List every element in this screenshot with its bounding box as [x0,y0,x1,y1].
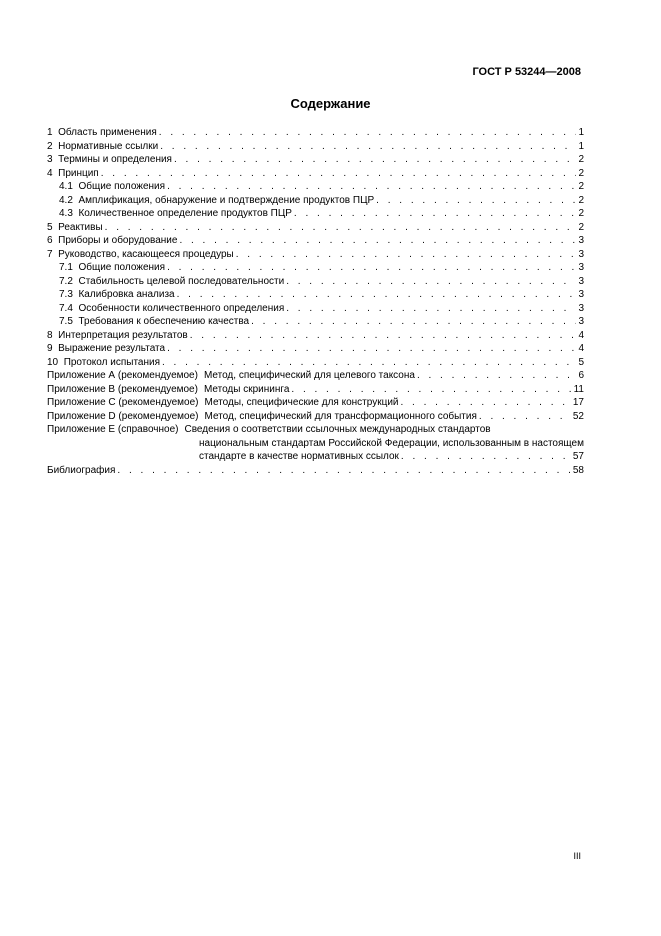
toc-appendix-e[interactable]: Приложение Е (справочное) Сведения о соответствии ссылочных международных стандартов национальным стандартам Российской Федерации, использованным в настоящем стандарте в качестве нормативных ссылок . . . 57 [47,423,584,464]
toc-appendix-a[interactable]: Приложение А (рекомендуемое) Метод, специфический для целевого таксона . . . 6 [47,369,584,383]
toc-item-4-1[interactable]: 4.1 Общие положения . . . 2 [47,180,584,194]
toc-item-5[interactable]: 5 Реактивы . . . 2 [47,221,584,235]
page-title: Содержание [290,96,371,111]
toc-item-3[interactable]: 3 Термины и определения . . . 2 [47,153,584,167]
toc-item-4-2[interactable]: 4.2 Амплификация, обнаружение и подтверждение продуктов ПЦР . . . 2 [47,194,584,208]
toc-item-7-1[interactable]: 7.1 Общие положения . . . 3 [47,261,584,275]
toc-item-7-3[interactable]: 7.3 Калибровка анализа . . . 3 [47,288,584,302]
toc-item-7-5[interactable]: 7.5 Требования к обеспечению качества . . . 3 [47,315,584,329]
toc-item-8[interactable]: 8 Интерпретация результатов . . . 4 [47,329,584,343]
toc-item-9[interactable]: 9 Выражение результата . . . 4 [47,342,584,356]
toc-appendix-c[interactable]: Приложение С (рекомендуемое) Методы, специфические для конструкций . . . 17 [47,396,584,410]
toc-item-1[interactable]: 1 Область применения . . . 1 [47,126,584,140]
toc-item-2[interactable]: 2 Нормативные ссылки . . . 1 [47,140,584,154]
toc-item-10[interactable]: 10 Протокол испытания . . . 5 [47,356,584,370]
toc-item-7-2[interactable]: 7.2 Стабильность целевой последовательности . . . 3 [47,275,584,289]
toc-appendix-d[interactable]: Приложение D (рекомендуемое) Метод, специфический для трансформационного события . . . 52 [47,410,584,424]
toc-item-4-3[interactable]: 4.3 Количественное определение продуктов ПЦР . . . 2 [47,207,584,221]
table-of-contents [47,126,584,477]
toc-bibliography[interactable]: Библиография . . . 58 [47,464,584,478]
page-number: III [573,851,581,861]
toc-item-7-4[interactable]: 7.4 Особенности количественного определения . . . 3 [47,302,584,316]
toc-item-4[interactable]: 4 Принцип . . . 2 [47,167,584,181]
toc-appendix-b[interactable]: Приложение В (рекомендуемое) Методы скрининга . . . 11 [47,383,584,397]
toc-item-7[interactable]: 7 Руководство, касающееся процедуры . . . 3 [47,248,584,262]
toc-item-6[interactable]: 6 Приборы и оборудование . . . 3 [47,234,584,248]
standard-designation: ГОСТ Р 53244—2008 [472,66,581,78]
